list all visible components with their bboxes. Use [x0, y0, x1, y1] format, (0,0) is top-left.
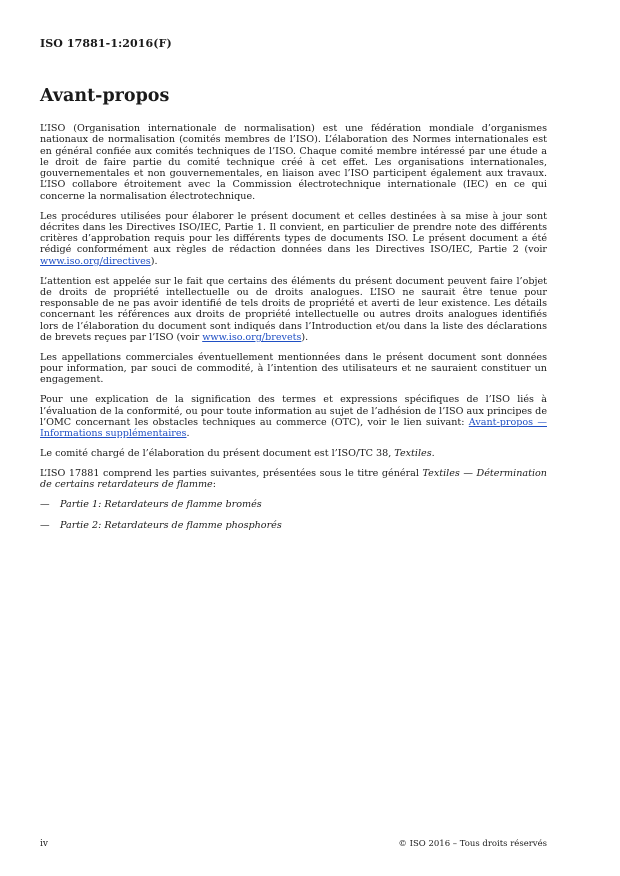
paragraph-conformity — [40, 394, 547, 439]
paragraph-procedures — [40, 211, 547, 267]
paragraph-parts-end: : — [212, 479, 216, 491]
list-dash: — — [40, 520, 50, 532]
paragraph-conformity-text: Pour une explication de la signification des termes et expressions spécifiques de l’ISO liés à l’évaluation de la conformité, ou pour toute information au sujet de l’adhésion de l’ISO aux principes de l’OMC concernant les obstacles techniques au commerce (OTC), voir le lien suivant: — [40, 394, 547, 428]
paragraph-patents — [40, 276, 547, 344]
part-1-label: Partie 1: Retardateurs de flamme bromés — [60, 498, 262, 510]
page-number: iv — [40, 839, 48, 849]
paragraph-patents-end: ). — [301, 332, 309, 344]
paragraph-parts-text: L’ISO 17881 comprend les parties suivantes, présentées sous le titre général — [40, 467, 423, 479]
page-title: Avant-propos — [40, 86, 170, 106]
paragraph-conformity-end: . — [186, 428, 190, 440]
supplementary-info-link[interactable]: Avant-propos — Informations supplémentaires — [40, 416, 547, 440]
part-2-label: Partie 2: Retardateurs de flamme phosphorés — [60, 520, 282, 532]
list-item — [40, 499, 547, 510]
paragraph-committee-text: Le comité chargé de l’élaboration du présent document est l’ISO/TC 38, — [40, 447, 395, 459]
copyright-notice: © ISO 2016 – Tous droits réservés — [398, 839, 547, 849]
general-title: Textiles — Détermination de certains retardateurs de flamme — [40, 467, 547, 491]
paragraph-patents-text: L’attention est appelée sur le fait que certains des éléments du présent document peuvent faire l’objet de droits de propriété intellectuelle ou de droits analogues. L’ISO ne saurait être tenue pour responsable de ne pas avoir identifié de tels droits de propriété et averti de leur existence. Les détails concernant les références aux droits de propriété intellectuelle ou autres droits analogues identifiés lors de l’élaboration du document sont indiqués dans l’Introduction et/ou dans la liste des déclarations de brevets reçues par l’ISO (voir — [40, 275, 547, 344]
paragraph-committee-end: . — [431, 447, 435, 459]
paragraph-iso-intro: L’ISO (Organisation internationale de normalisation) est une fédération mondiale d’organismes nationaux de normalisation (comités membres de l’ISO). L’élaboration des Normes internationales est en général confiée aux comités techniques de l’ISO. Chaque comité membre intéressé par une étude a le droit de faire partie du comité technique créé à cet effet. Les organisations internationales, gouvernementales et non gouvernementales, en liaison avec l’ISO participent également aux travaux. L’ISO collabore étroitement avec la Commission électrotechnique internationale (IEC) en ce qui concerne la normalisation électrotechnique. — [40, 123, 547, 202]
paragraph-trade-names: Les appellations commerciales éventuellement mentionnées dans le présent document sont données pour information, par souci de commodité, à l’intention des utilisateurs et ne sauraient constituer un engagement. — [40, 351, 547, 386]
directives-link[interactable]: www.iso.org/directives — [40, 255, 151, 267]
patents-link[interactable]: www.iso.org/brevets — [202, 332, 302, 344]
document-id-header: ISO 17881-1:2016(F) — [40, 37, 172, 50]
paragraph-committee — [40, 448, 547, 459]
list-item — [40, 520, 547, 531]
paragraph-procedures-text: Les procédures utilisées pour élaborer le présent document et celles destinées à sa mise à jour sont décrites dans les Directives ISO/IEC, Partie 1. Il convient, en particulier de prendre note des différents critères d’approbation requis pour les différents types de documents ISO. Le présent document a été rédigé conformément aux règles de rédaction données dans les Directives ISO/IEC, Partie 2 (voir — [40, 210, 547, 256]
foreword-body — [40, 123, 547, 541]
paragraph-parts-intro — [40, 468, 547, 491]
committee-name: Textiles — [394, 447, 432, 459]
list-dash: — — [40, 498, 50, 510]
paragraph-procedures-end: ). — [150, 255, 158, 267]
